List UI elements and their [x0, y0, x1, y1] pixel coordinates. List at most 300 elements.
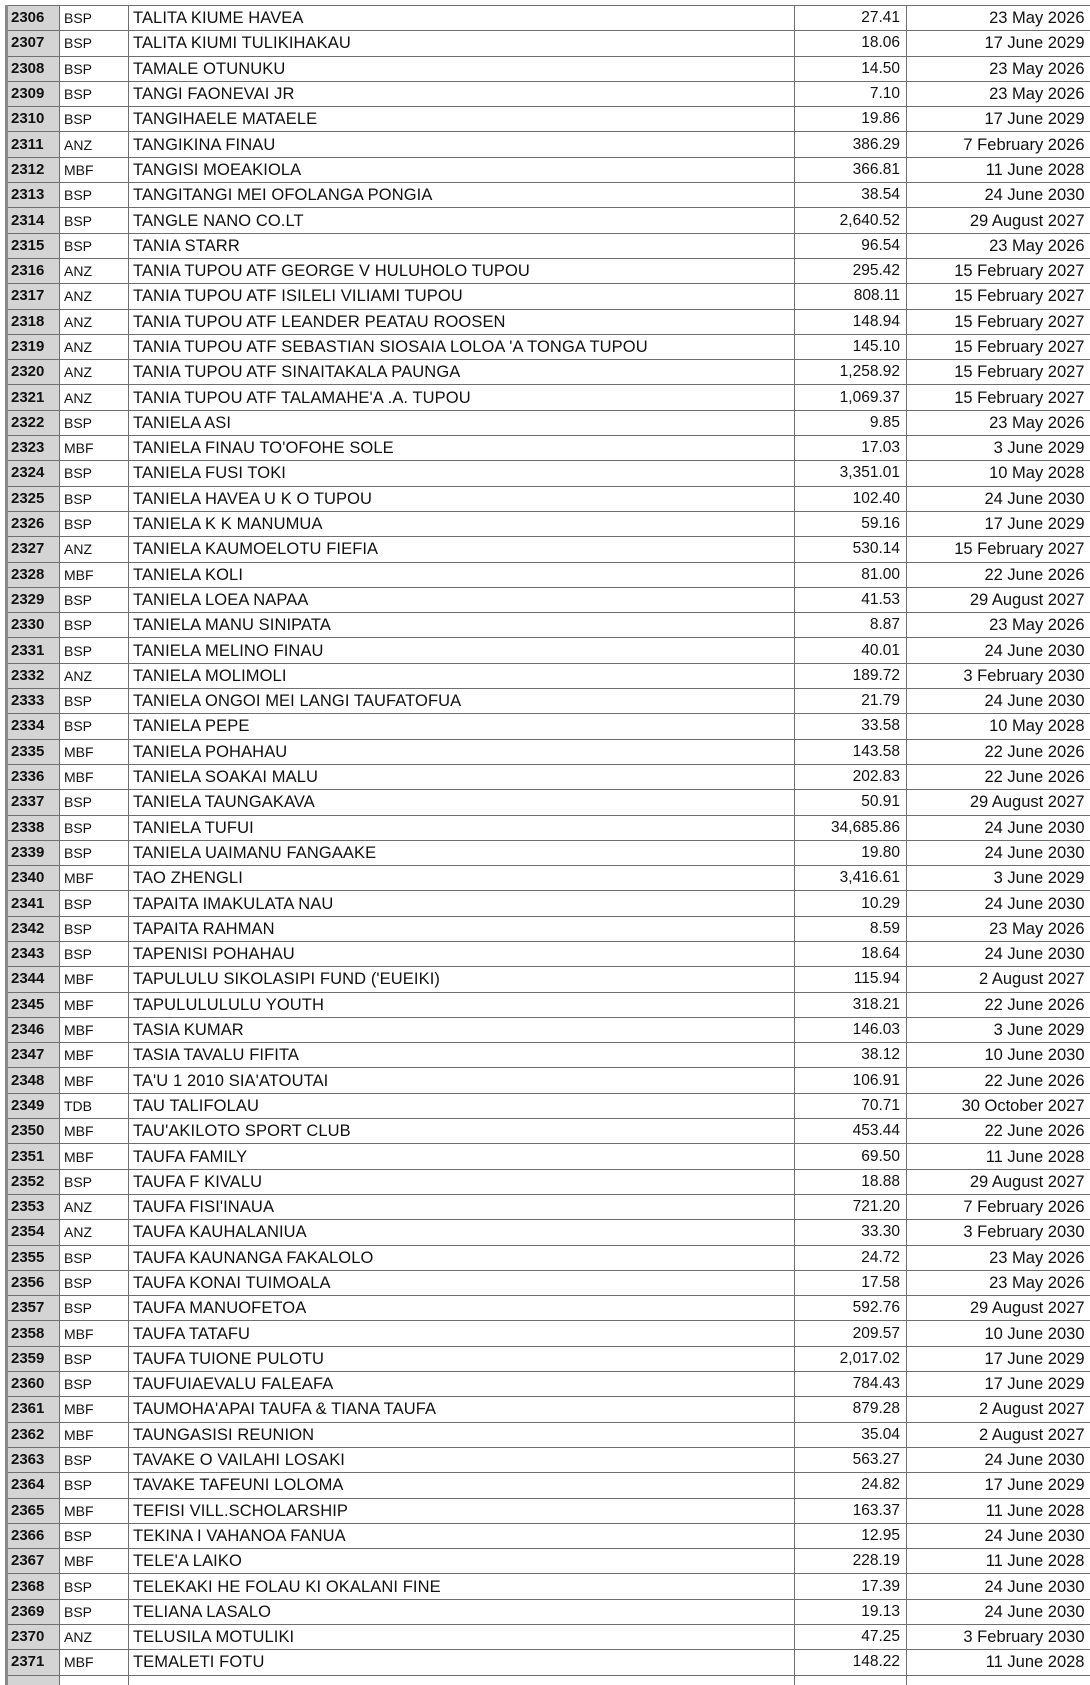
row-number-cell: 2307 [7, 31, 60, 56]
bank-cell: BSP [60, 790, 129, 815]
amount-cell: 530.14 [795, 537, 907, 562]
date-cell: 24 June 2030 [907, 1574, 1090, 1599]
bank-cell: BSP [60, 714, 129, 739]
amount-cell: 70.71 [795, 1093, 907, 1118]
date-cell: 24 June 2030 [907, 183, 1090, 208]
date-cell: 22 June 2026 [907, 992, 1090, 1017]
table-row [7, 891, 1090, 916]
row-number-cell: 2352 [7, 1169, 60, 1194]
account-name-cell: TANIELA MOLIMOLI [129, 663, 795, 688]
table-row [7, 233, 1090, 258]
bank-cell: BSP [60, 689, 129, 714]
row-number-cell: 2369 [7, 1599, 60, 1624]
bank-cell: BSP [60, 638, 129, 663]
account-name-cell: TANIA TUPOU ATF LEANDER PEATAU ROOSEN [129, 309, 795, 334]
row-number-cell: 2363 [7, 1447, 60, 1472]
account-name-cell: TAO ZHENGLI [129, 866, 795, 891]
account-name-cell: TAUFA FISI'INAUA [129, 1194, 795, 1219]
row-number-cell: 2317 [7, 284, 60, 309]
table-row [7, 663, 1090, 688]
amount-cell: 41.53 [795, 587, 907, 612]
amount-cell: 3,416.61 [795, 866, 907, 891]
date-cell: 15 February 2027 [907, 258, 1090, 283]
date-cell: 15 February 2027 [907, 385, 1090, 410]
amount-cell: 145.10 [795, 334, 907, 359]
bank-cell: ANZ [60, 132, 129, 157]
bank-cell: TDB [60, 1093, 129, 1118]
table-row [7, 1650, 1090, 1675]
date-cell: 23 May 2026 [907, 56, 1090, 81]
amount-cell: 7.10 [795, 81, 907, 106]
account-name-cell: TANIELA HAVEA U K O TUPOU [129, 486, 795, 511]
row-number-cell: 2310 [7, 107, 60, 132]
row-number-cell: 2320 [7, 360, 60, 385]
amount-cell: 96.54 [795, 233, 907, 258]
date-cell: 11 June 2028 [907, 1144, 1090, 1169]
account-name-cell: TASIA TAVALU FIFITA [129, 1043, 795, 1068]
amount-cell: 148.94 [795, 309, 907, 334]
amount-cell: 24.82 [795, 1473, 907, 1498]
date-cell: 29 August 2027 [907, 208, 1090, 233]
row-number-cell: 2335 [7, 739, 60, 764]
row-number-cell: 2365 [7, 1498, 60, 1523]
date-cell: 24 June 2030 [907, 486, 1090, 511]
account-name-cell: TAUFA F KIVALU [129, 1169, 795, 1194]
bank-cell: BSP [60, 916, 129, 941]
bank-cell: ANZ [60, 360, 129, 385]
amount-cell: 8.87 [795, 613, 907, 638]
bank-cell: MBF [60, 1397, 129, 1422]
date-cell: 2 August 2027 [907, 1397, 1090, 1422]
spreadsheet-page [5, 5, 1090, 1685]
bank-cell: MBF [60, 436, 129, 461]
bank-cell: BSP [60, 461, 129, 486]
row-number-cell: 2311 [7, 132, 60, 157]
account-name-cell: TANGITANGI MEI OFOLANGA PONGIA [129, 183, 795, 208]
account-name-cell: TAPULULU SIKOLASIPI FUND ('EUEIKI) [129, 967, 795, 992]
amount-cell: 10.29 [795, 891, 907, 916]
row-number-cell: 2362 [7, 1422, 60, 1447]
date-cell: 22 June 2026 [907, 1068, 1090, 1093]
bank-cell: MBF [60, 1017, 129, 1042]
table-row [7, 840, 1090, 865]
row-number-cell: 2350 [7, 1119, 60, 1144]
amount-cell: 21.79 [795, 689, 907, 714]
table-row [7, 461, 1090, 486]
row-number-cell: 2332 [7, 663, 60, 688]
row-number-cell: 2319 [7, 334, 60, 359]
bank-cell: BSP [60, 1245, 129, 1270]
row-number-cell: 2323 [7, 436, 60, 461]
table-row [7, 815, 1090, 840]
amount-cell: 14.50 [795, 56, 907, 81]
date-cell: 15 February 2027 [907, 360, 1090, 385]
amount-cell: 9.85 [795, 410, 907, 435]
amount-cell: 17.39 [795, 1574, 907, 1599]
bank-cell: BSP [60, 208, 129, 233]
date-cell: 22 June 2026 [907, 739, 1090, 764]
row-number-cell: 2308 [7, 56, 60, 81]
date-cell: 24 June 2030 [907, 891, 1090, 916]
amount-cell: 2,640.52 [795, 208, 907, 233]
date-cell: 24 June 2030 [907, 941, 1090, 966]
row-number-cell: 2346 [7, 1017, 60, 1042]
table-row [7, 132, 1090, 157]
row-number-cell: 2344 [7, 967, 60, 992]
bank-cell: BSP [60, 1523, 129, 1548]
account-name-cell: TAU'AKILOTO SPORT CLUB [129, 1119, 795, 1144]
account-name-cell: TAMALE OTUNUKU [129, 56, 795, 81]
row-number-cell: 2371 [7, 1650, 60, 1675]
table-row [7, 689, 1090, 714]
table-row [7, 1321, 1090, 1346]
account-name-cell: TANIELA POHAHAU [129, 739, 795, 764]
table-row [7, 258, 1090, 283]
table-row [7, 1270, 1090, 1295]
amount-cell: 40.01 [795, 638, 907, 663]
row-number-cell: 2366 [7, 1523, 60, 1548]
row-number-cell: 2330 [7, 613, 60, 638]
table-row [7, 941, 1090, 966]
row-number-cell: 2348 [7, 1068, 60, 1093]
account-name-cell: TELEKAKI HE FOLAU KI OKALANI FINE [129, 1574, 795, 1599]
table-body [7, 6, 1090, 1685]
row-number-cell: 2353 [7, 1194, 60, 1219]
bank-cell: MBF [60, 1422, 129, 1447]
table-row [7, 1599, 1090, 1624]
table-row [7, 638, 1090, 663]
bank-cell: BSP [60, 31, 129, 56]
empty-cell [795, 1675, 907, 1685]
date-cell: 7 February 2026 [907, 132, 1090, 157]
amount-cell: 17.03 [795, 436, 907, 461]
account-name-cell: TANIELA KAUMOELOTU FIEFIA [129, 537, 795, 562]
date-cell: 3 June 2029 [907, 1017, 1090, 1042]
table-row [7, 1194, 1090, 1219]
account-name-cell: TANGIHAELE MATAELE [129, 107, 795, 132]
account-name-cell: TAU TALIFOLAU [129, 1093, 795, 1118]
bank-cell: BSP [60, 1372, 129, 1397]
date-cell: 30 October 2027 [907, 1093, 1090, 1118]
date-cell: 11 June 2028 [907, 1650, 1090, 1675]
account-name-cell: TANIELA KOLI [129, 562, 795, 587]
amount-cell: 18.06 [795, 31, 907, 56]
row-number-cell: 2367 [7, 1549, 60, 1574]
row-number-cell: 2357 [7, 1296, 60, 1321]
account-name-cell: TANIELA MELINO FINAU [129, 638, 795, 663]
amount-cell: 295.42 [795, 258, 907, 283]
table-row [7, 790, 1090, 815]
account-name-cell: TANIA TUPOU ATF SEBASTIAN SIOSAIA LOLOA 'A TONGA TUPOU [129, 334, 795, 359]
date-cell: 24 June 2030 [907, 815, 1090, 840]
amount-cell: 146.03 [795, 1017, 907, 1042]
date-cell: 3 June 2029 [907, 866, 1090, 891]
account-name-cell: TANIA TUPOU ATF TALAMAHE'A .A. TUPOU [129, 385, 795, 410]
amount-cell: 18.64 [795, 941, 907, 966]
account-name-cell: TANIELA K K MANUMUA [129, 511, 795, 536]
empty-cell [129, 1675, 795, 1685]
table-row [7, 1549, 1090, 1574]
empty-cell [907, 1675, 1090, 1685]
row-number-cell: 2337 [7, 790, 60, 815]
account-name-cell: TAUNGASISI REUNION [129, 1422, 795, 1447]
amount-cell: 386.29 [795, 132, 907, 157]
table-row [7, 967, 1090, 992]
date-cell: 3 June 2029 [907, 436, 1090, 461]
table-row [7, 1220, 1090, 1245]
account-name-cell: TANIA TUPOU ATF ISILELI VILIAMI TUPOU [129, 284, 795, 309]
amount-cell: 148.22 [795, 1650, 907, 1675]
bank-cell: MBF [60, 1498, 129, 1523]
date-cell: 24 June 2030 [907, 1599, 1090, 1624]
amount-cell: 563.27 [795, 1447, 907, 1472]
amount-cell: 1,258.92 [795, 360, 907, 385]
bank-cell: MBF [60, 1119, 129, 1144]
date-cell: 24 June 2030 [907, 1447, 1090, 1472]
account-name-cell: TEKINA I VAHANOA FANUA [129, 1523, 795, 1548]
account-name-cell: TAUFA KAUHALANIUA [129, 1220, 795, 1245]
table-row [7, 511, 1090, 536]
row-number-cell: 2313 [7, 183, 60, 208]
date-cell: 10 May 2028 [907, 714, 1090, 739]
row-number-cell: 2331 [7, 638, 60, 663]
table-row [7, 1119, 1090, 1144]
bank-cell: BSP [60, 815, 129, 840]
table-row [7, 107, 1090, 132]
table-row [7, 1017, 1090, 1042]
amount-cell: 38.54 [795, 183, 907, 208]
account-name-cell: TAUFA TATAFU [129, 1321, 795, 1346]
account-name-cell: TEMALETI FOTU [129, 1650, 795, 1675]
empty-cell [60, 1675, 129, 1685]
date-cell: 23 May 2026 [907, 1270, 1090, 1295]
bank-cell: BSP [60, 1169, 129, 1194]
bank-cell: BSP [60, 81, 129, 106]
amount-cell: 34,685.86 [795, 815, 907, 840]
bank-cell: ANZ [60, 258, 129, 283]
row-number-cell: 2338 [7, 815, 60, 840]
date-cell: 3 February 2030 [907, 663, 1090, 688]
row-number-cell: 2325 [7, 486, 60, 511]
amount-cell: 453.44 [795, 1119, 907, 1144]
amount-cell: 189.72 [795, 663, 907, 688]
account-name-cell: TELE'A LAIKO [129, 1549, 795, 1574]
account-name-cell: TAPENISI POHAHAU [129, 941, 795, 966]
table-row [7, 486, 1090, 511]
date-cell: 17 June 2029 [907, 1372, 1090, 1397]
date-cell: 24 June 2030 [907, 1523, 1090, 1548]
row-number-cell: 2351 [7, 1144, 60, 1169]
account-name-cell: TASIA KUMAR [129, 1017, 795, 1042]
amount-cell: 209.57 [795, 1321, 907, 1346]
amount-cell: 3,351.01 [795, 461, 907, 486]
bank-cell: BSP [60, 233, 129, 258]
account-name-cell: TANIELA UAIMANU FANGAAKE [129, 840, 795, 865]
amount-cell: 33.30 [795, 1220, 907, 1245]
amount-cell: 592.76 [795, 1296, 907, 1321]
account-name-cell: TAPULULULULU YOUTH [129, 992, 795, 1017]
row-number-cell: 2354 [7, 1220, 60, 1245]
account-name-cell: TANIELA ONGOI MEI LANGI TAUFATOFUA [129, 689, 795, 714]
account-name-cell: TANGISI MOEAKIOLA [129, 157, 795, 182]
table-row [7, 739, 1090, 764]
table-row [7, 334, 1090, 359]
date-cell: 23 May 2026 [907, 6, 1090, 31]
account-name-cell: TELUSILA MOTULIKI [129, 1625, 795, 1650]
account-name-cell: TANGI FAONEVAI JR [129, 81, 795, 106]
date-cell: 11 June 2028 [907, 1498, 1090, 1523]
amount-cell: 38.12 [795, 1043, 907, 1068]
table-row [7, 1397, 1090, 1422]
table-row [7, 537, 1090, 562]
amount-cell: 879.28 [795, 1397, 907, 1422]
amount-cell: 721.20 [795, 1194, 907, 1219]
account-name-cell: TAPAITA IMAKULATA NAU [129, 891, 795, 916]
date-cell: 3 February 2030 [907, 1625, 1090, 1650]
account-name-cell: TAUFA KAUNANGA FAKALOLO [129, 1245, 795, 1270]
account-name-cell: TAVAKE O VAILAHI LOSAKI [129, 1447, 795, 1472]
empty-cell [7, 1675, 60, 1685]
row-number-cell: 2360 [7, 1372, 60, 1397]
table-row [7, 1296, 1090, 1321]
bank-cell: BSP [60, 1346, 129, 1371]
row-number-cell: 2342 [7, 916, 60, 941]
table-row [7, 1372, 1090, 1397]
table-row [7, 157, 1090, 182]
date-cell: 24 June 2030 [907, 689, 1090, 714]
amount-cell: 143.58 [795, 739, 907, 764]
table-row [7, 309, 1090, 334]
bank-cell: ANZ [60, 334, 129, 359]
row-number-cell: 2312 [7, 157, 60, 182]
date-cell: 29 August 2027 [907, 587, 1090, 612]
bank-cell: BSP [60, 613, 129, 638]
row-number-cell: 2328 [7, 562, 60, 587]
table-row [7, 1422, 1090, 1447]
table-row [7, 183, 1090, 208]
row-number-cell: 2315 [7, 233, 60, 258]
table-row [7, 31, 1090, 56]
amount-cell: 47.25 [795, 1625, 907, 1650]
bank-cell: BSP [60, 511, 129, 536]
date-cell: 11 June 2028 [907, 1549, 1090, 1574]
bank-cell: MBF [60, 1321, 129, 1346]
row-number-cell: 2318 [7, 309, 60, 334]
date-cell: 24 June 2030 [907, 638, 1090, 663]
bank-cell: BSP [60, 410, 129, 435]
bank-cell: BSP [60, 840, 129, 865]
account-name-cell: TANGLE NANO CO.LT [129, 208, 795, 233]
table-row [7, 1169, 1090, 1194]
table-row [7, 1093, 1090, 1118]
row-number-cell: 2361 [7, 1397, 60, 1422]
date-cell: 23 May 2026 [907, 916, 1090, 941]
account-name-cell: TALITA KIUME HAVEA [129, 6, 795, 31]
bank-cell: ANZ [60, 1194, 129, 1219]
table-row [7, 764, 1090, 789]
row-number-cell: 2349 [7, 1093, 60, 1118]
account-name-cell: TEFISI VILL.SCHOLARSHIP [129, 1498, 795, 1523]
bank-cell: ANZ [60, 385, 129, 410]
row-number-cell: 2368 [7, 1574, 60, 1599]
table-row-partial [7, 1675, 1090, 1685]
date-cell: 23 May 2026 [907, 410, 1090, 435]
row-number-cell: 2347 [7, 1043, 60, 1068]
row-number-cell: 2339 [7, 840, 60, 865]
row-number-cell: 2341 [7, 891, 60, 916]
amount-cell: 27.41 [795, 6, 907, 31]
row-number-cell: 2329 [7, 587, 60, 612]
table-row [7, 81, 1090, 106]
table-row [7, 1245, 1090, 1270]
amount-cell: 784.43 [795, 1372, 907, 1397]
amount-cell: 24.72 [795, 1245, 907, 1270]
row-number-cell: 2333 [7, 689, 60, 714]
row-number-cell: 2324 [7, 461, 60, 486]
row-number-cell: 2336 [7, 764, 60, 789]
date-cell: 23 May 2026 [907, 613, 1090, 638]
table-row [7, 1473, 1090, 1498]
table-row [7, 1346, 1090, 1371]
date-cell: 10 June 2030 [907, 1043, 1090, 1068]
bank-cell: BSP [60, 6, 129, 31]
amount-cell: 50.91 [795, 790, 907, 815]
row-number-cell: 2355 [7, 1245, 60, 1270]
account-name-cell: TAPAITA RAHMAN [129, 916, 795, 941]
amount-cell: 12.95 [795, 1523, 907, 1548]
row-number-cell: 2322 [7, 410, 60, 435]
date-cell: 15 February 2027 [907, 284, 1090, 309]
table-row [7, 1068, 1090, 1093]
account-name-cell: TANIELA TUFUI [129, 815, 795, 840]
amount-cell: 19.13 [795, 1599, 907, 1624]
bank-cell: MBF [60, 764, 129, 789]
table-row [7, 1498, 1090, 1523]
table-row [7, 1144, 1090, 1169]
amount-cell: 228.19 [795, 1549, 907, 1574]
date-cell: 22 June 2026 [907, 1119, 1090, 1144]
table-row [7, 410, 1090, 435]
date-cell: 2 August 2027 [907, 967, 1090, 992]
bank-cell: ANZ [60, 537, 129, 562]
table-row [7, 284, 1090, 309]
bank-cell: BSP [60, 941, 129, 966]
bank-cell: MBF [60, 992, 129, 1017]
table-row [7, 714, 1090, 739]
amount-cell: 17.58 [795, 1270, 907, 1295]
table-row [7, 562, 1090, 587]
amount-cell: 115.94 [795, 967, 907, 992]
table-row [7, 6, 1090, 31]
bank-cell: BSP [60, 107, 129, 132]
amount-cell: 69.50 [795, 1144, 907, 1169]
account-name-cell: TALITA KIUMI TULIKIHAKAU [129, 31, 795, 56]
account-name-cell: TANIELA TAUNGAKAVA [129, 790, 795, 815]
account-name-cell: TAUMOHA'APAI TAUFA & TIANA TAUFA [129, 1397, 795, 1422]
table-row [7, 1625, 1090, 1650]
bank-cell: ANZ [60, 309, 129, 334]
row-number-cell: 2316 [7, 258, 60, 283]
bank-cell: MBF [60, 1043, 129, 1068]
date-cell: 23 May 2026 [907, 81, 1090, 106]
table-row [7, 56, 1090, 81]
bank-cell: MBF [60, 739, 129, 764]
table-row [7, 916, 1090, 941]
row-number-cell: 2345 [7, 992, 60, 1017]
account-name-cell: TANIELA FUSI TOKI [129, 461, 795, 486]
bank-cell: ANZ [60, 1220, 129, 1245]
table-row [7, 436, 1090, 461]
